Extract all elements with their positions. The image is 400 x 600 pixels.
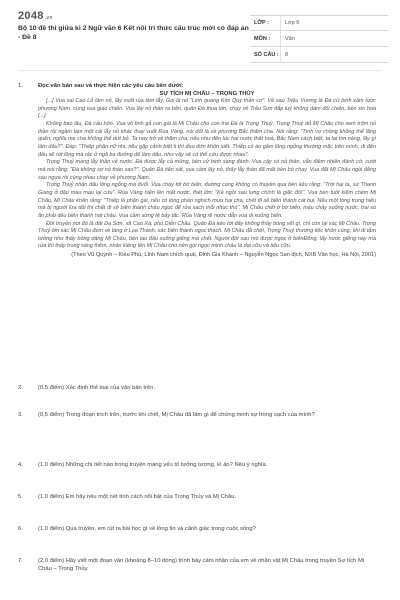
passage-credit: (Theo Vũ Quỳnh – Kiều Phú, Lĩnh Nam chích quái, Đinh Gia Khánh – Nguyễn Ngọc San dịch, NXB Văn học, Hà Nội, 2001) [71,252,376,259]
question-number: 5. [18,494,23,500]
page-header [0,0,400,66]
question-7 [18,557,382,583]
meta-value: 8 [280,47,288,62]
passage-paragraph: Không bao lâu, Đà cầu hôn. Vua vô tình gả con gái là Mị Châu cho con trai Đà là Trọng Thuỷ. Trọng Thuỷ dỗ Mị Châu cho xem trộm nỏ thần rồi ngầm làm một cái lẫy nỏ khác thay vuốt Rùa Vàng, nói dối là về phương Bắc thăm cha. Nói rằng: "Tình vợ chồng không thể lãng quên, nghĩa mẹ cha không thể dứt bỏ. Ta nay trở về thăm cha, nếu như đến lúc hai nước thất hoà, Bắc Nam cách biệt, ta lại tìm nàng, lấy gì làm dấu?". Đáp: "Thiếp phận nữ nhi, nếu gặp cảnh biệt li thì đau đớn khôn xiết. Thiếp có áo gấm lông ngỗng thường mặc trên mình, đi đến đâu sẽ rứt lông mà rắc ở ngã ba đường để làm dấu, như vậy sẽ có thể cứu được nhau". [38,120,376,158]
site-logo[interactable] [18,10,53,22]
passage-paragraph: [...] Vua sai Cao Lỗ làm nỏ, lấy vuốt rùa làm lẫy. Gọi là nỏ "Linh quang Kim Quy thần cơ". Về sau Triệu Vương là Đà cử binh xâm lược phương Nam, cùng vua giao chiến. Vua lấy nỏ thần ra bắn, quân Đà thua lớn, chạy về Trâu Sơn đắp luỹ không dám đối chiến, bèn xin hoà [...]. [38,98,376,120]
meta-key: MÔN : [254,35,271,42]
logo-text: 2048 [18,10,44,22]
question-text: (1,0 điểm) Qua truyện, em rút ra bài học gì về lòng tin và cảnh giác trong cuộc sống? [38,526,256,532]
question-6 [18,525,382,545]
question-1 [18,82,382,360]
question-number: 2. [18,385,23,391]
question-5 [18,493,382,513]
question-4 [18,461,382,481]
question-number: 3. [18,412,23,418]
exam-meta-table [250,15,388,63]
question-text: (1,0 điểm) Những chi tiết nào trong truyện mang yếu tố tưởng tượng, kì ảo? Nêu ý nghĩa. [38,462,268,468]
meta-row-class [250,15,388,31]
document-title: Bộ 10 đề thi giữa kì 2 Ngữ văn 6 Kết nối tri thức cấu trúc mới có đáp án - Đề 8 [18,25,249,41]
question-number: 6. [18,526,23,532]
passage-paragraph: Đời truyền nơi đó là đất Dạ Sơn, xã Cao Xá, phủ Diễn Châu. Quân Đà kéo tới đấy không thấy bóng vết gì, chỉ còn lại xác Mị Châu. Trọng Thuỷ ôm xác Mị Châu đem về táng ở Loa Thành, xác biến thành ngọc thạch. Mị Châu đã chết, Trọng Thuỷ thương tiếc khôn cùng, khi đi tắm tưởng như thấy bóng dáng Mị Châu, bèn lao đầu xuống giếng mà chết. Người đời sau mò được ngọc ở biểnĐông, lấy nước giếng này mà rửa thì thấy trong sáng thêm, nhân kiêng tên Mị Châu cho nên gọi ngọc minh châu là đại cữu và tiểu cữu. [38,220,376,250]
question-number: 1. [18,83,23,89]
question-text: (1,0 điểm) Em hãy nêu một nét tính cách nổi bật của Trọng Thủy và Mị Châu. [38,494,237,500]
question-text: (2,0 điểm) Hãy viết một đoạn văn (khoảng 8–10 dòng) trình bày cảm nhận của em về nhân vật Mị Châu trong truyện Sự tích Mị Châu – Trọng Thủy. [38,558,365,572]
meta-row-subject [250,31,388,47]
question-text: (0,5 điểm) Trong đoạn trích trên, trước khi chết, Mị Châu đã làm gì để chứng minh sự trong sạch của mình? [38,412,315,418]
header-divider [18,70,382,71]
logo-suffix: .vn [44,15,53,21]
passage-paragraph: Trọng Thuỷ nhận dấu lông ngỗng mà đuổi. Vua chạy tới bờ biển, đường cùng không có thuyền qua bèn kêu rằng: "Trời hại ta, sứ Thanh Giang ở đâu mau mau lại cứu". Rùa Vàng hiện lên mặt nước, thét lớn: "Kẻ ngồi sau lưng chính là giặc đó!". Vua bèn tuốt kiếm chém Mị Châu, Mị Châu khấn rằng: "Thiếp là phận gái, nếu có lòng phản nghịch mưu hại cha, chết đi sẽ biến thành cát bụi. Nếu một lòng trung hiếu mà bị người lừa dối thì chết đi sẽ biến thành châu ngọc để rửa sạch mối nhục thù". Mị Châu chết ở bờ biển, máu chảy xuống nước, trai sò ăn phải đều biến thành hạt châu. Vua cầm sừng tê bảy tấc. Rùa Vàng rẽ nước dẫn vua đi xuống biển. [38,182,376,219]
meta-key: SỐ CÂU : [254,51,279,58]
question-number: 4. [18,462,23,468]
question-prompt: Đọc văn bản sau và thực hiện các yêu cầu bên dưới: [38,83,184,89]
meta-key: LỚP : [254,20,269,26]
passage-title: SỰ TÍCH MỊ CHÂU – TRỌNG THỦY [159,91,255,97]
passage-paragraph: Trọng Thuỷ mang lẫy thần về nước. Đà được lẫy cả mừng, bèn cử binh sang đánh. Vua cậy có nỏ thần, vẫn điềm nhiên đánh cờ, cười mà nói rằng: "Đà không sợ nỏ thần sao?". Quân Đà tiến sát, vua cầm lấy nỏ, thấy lẫy thần đã mất bèn bỏ chạy. Vua đặt Mị Châu ngồi đằng sau ngựa rồi cùng nhau chạy về phương Nam. [38,159,376,181]
question-2 [18,384,382,404]
meta-value: Lớp 6 [280,16,299,30]
question-number: 7. [18,558,23,564]
meta-row-question-count [250,47,388,63]
question-text: (0,5 điểm) Xác định thể loại của văn bản trên. [38,385,155,391]
question-3 [18,411,382,437]
question-body [38,82,376,260]
meta-value: Văn [280,31,295,46]
